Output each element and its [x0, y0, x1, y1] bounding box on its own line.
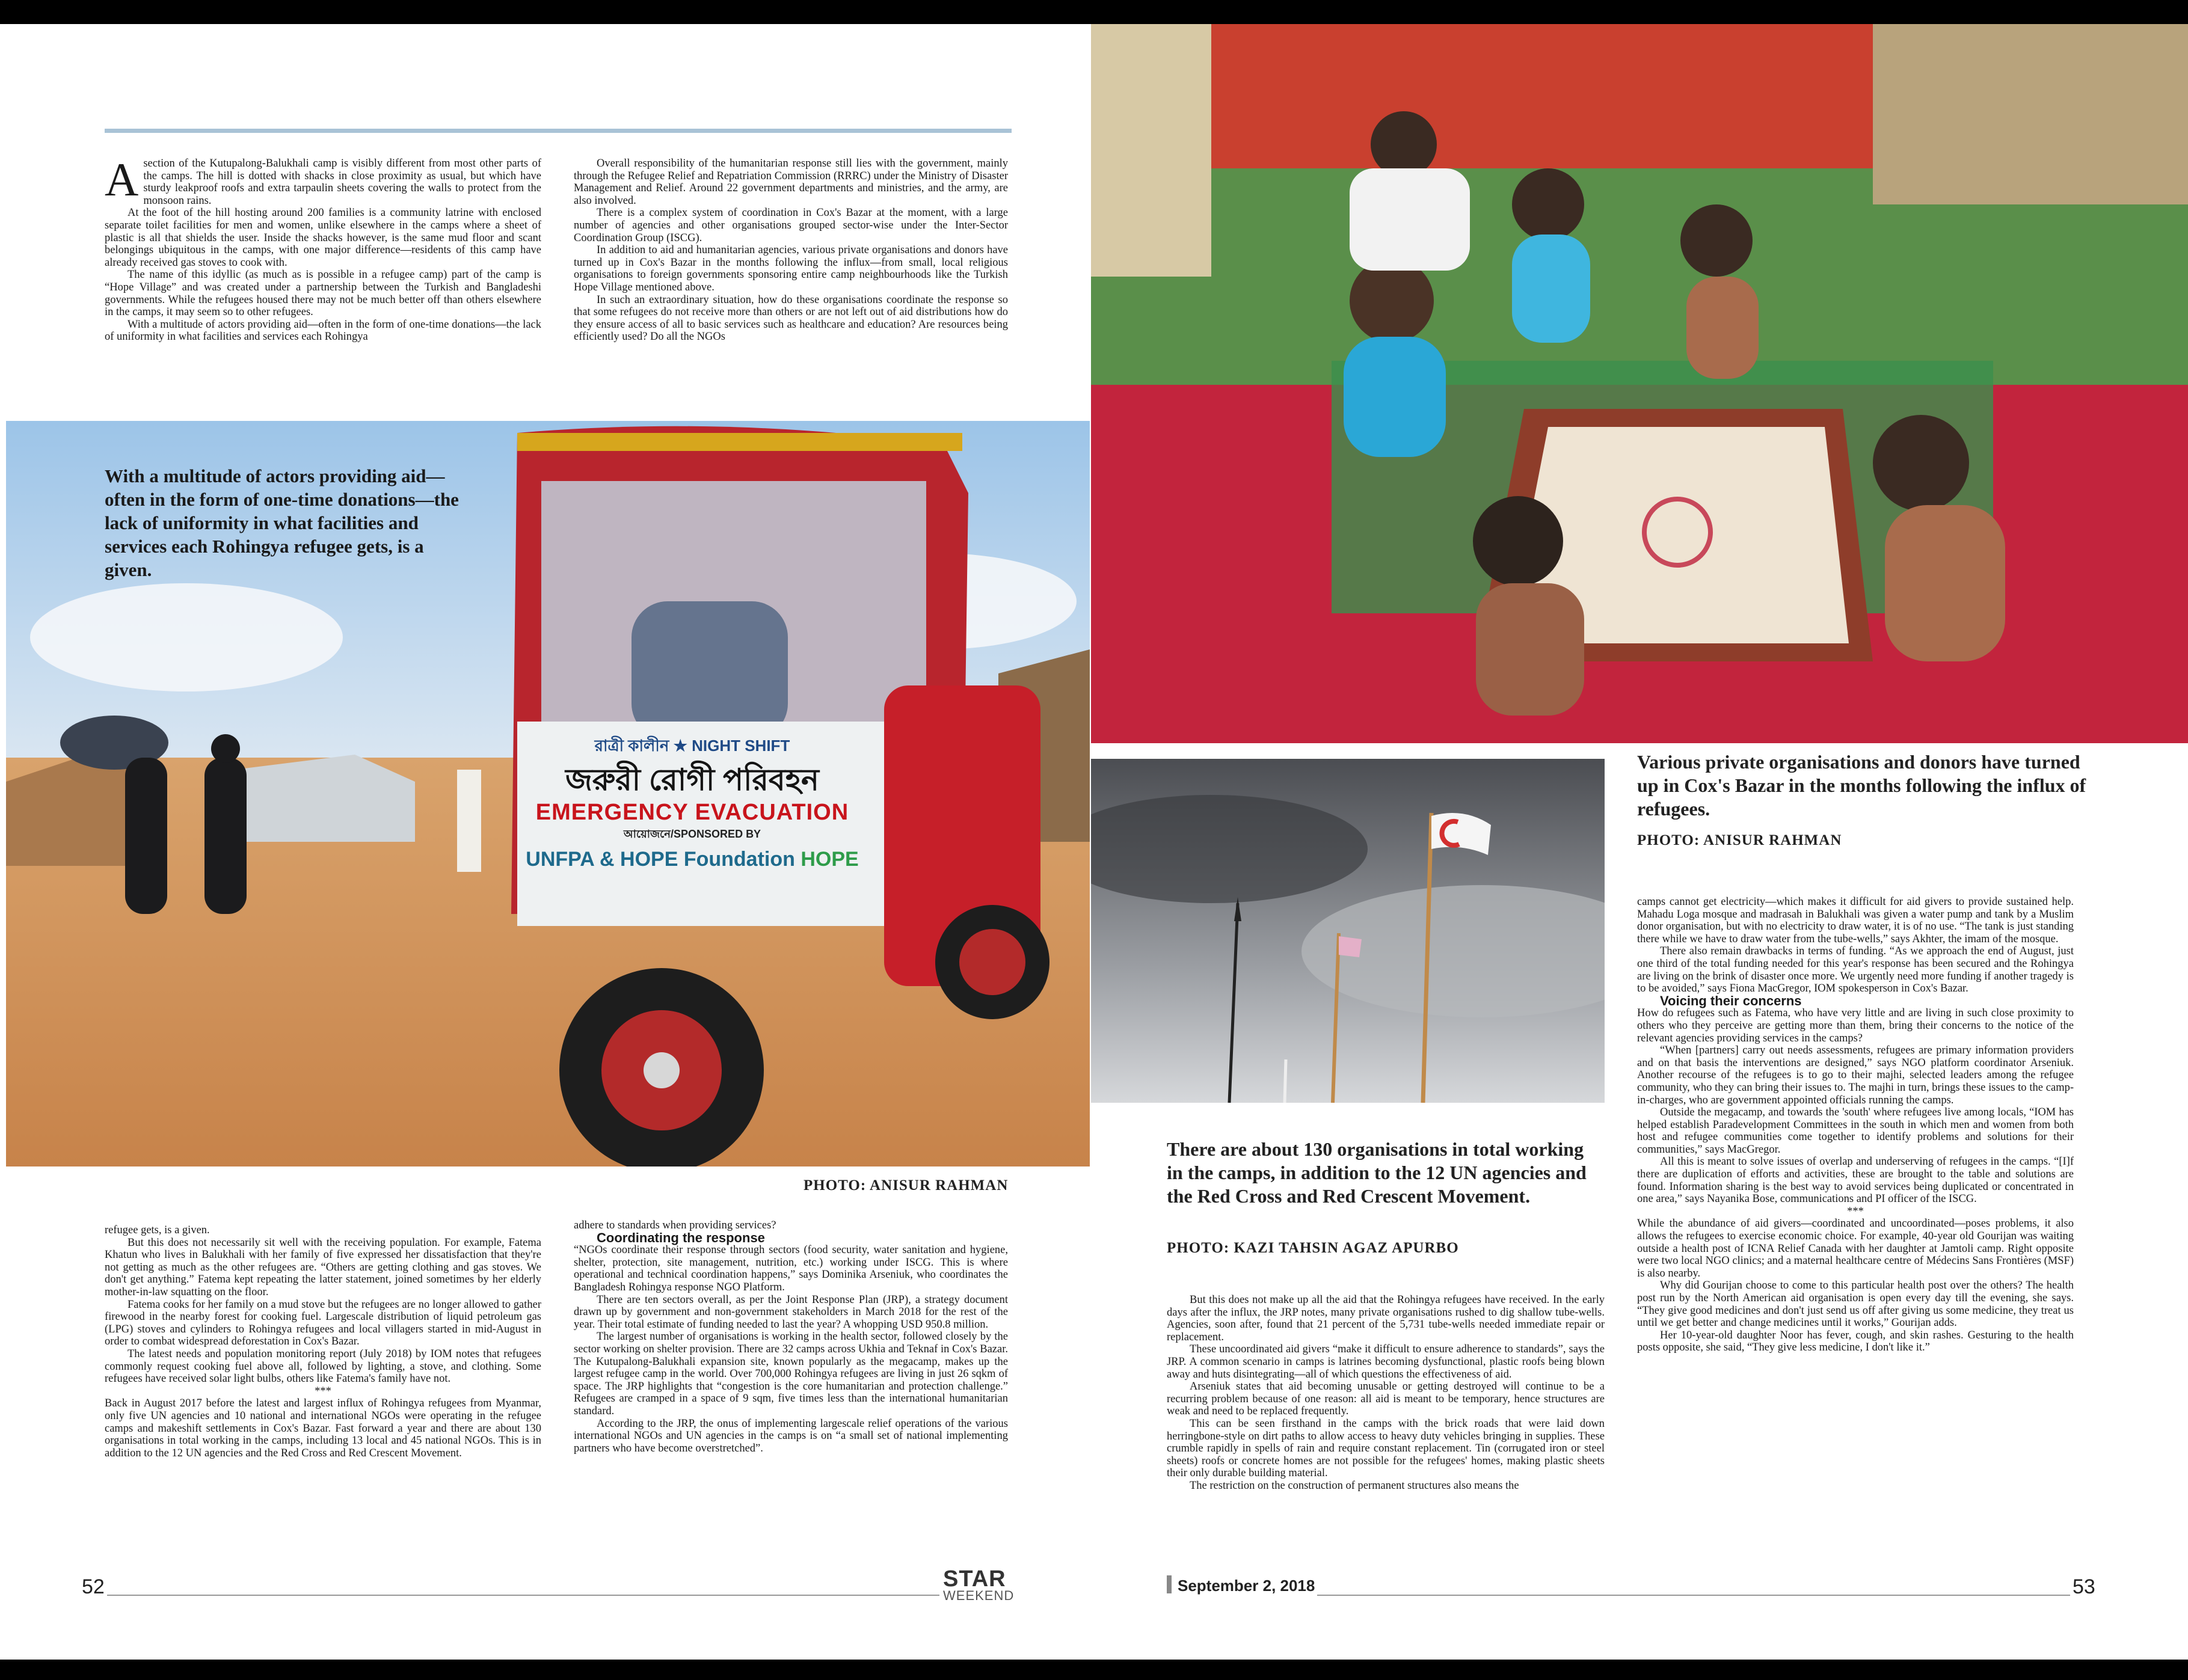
paragraph-text: These uncoordinated aid givers “make it difficult to ensure adherence to standards”, says the JRP. A common scenario in camps is latrines becoming dysfunctional, plastic roofs being blown away and huts disintegrating—all of which questions the effectiveness of aid. — [1167, 1343, 1605, 1381]
flags-illustration — [1091, 759, 1605, 1103]
sign-bangla-title: জরুরী রোগী পরিবহন — [565, 763, 819, 797]
paragraph-text: The largest number of organisations is working in the health sector, followed closely by the sector working on shelter provision. There are 32 camps across Ukhia and Teknaf in Cox's Bazar. The Kutupalong-Balukhali expansion site, known popularly as the megacamp, makes up the largest refugee camp in the world. Over 700,000 Rohingya refugees are living in just 26 sqkm of space. The JRP highlights that “congestion is the core humanitarian and protection challenge.” Refugees are cramped in a space of 9 sqm, five times less than the international humanitarian standard. — [574, 1331, 1008, 1417]
paragraph-text: refugee gets, is a given. — [105, 1224, 210, 1236]
caption-carrom: Various private organisations and donors have turned up in Cox's Bazar in the months following the influx of refugees. — [1637, 751, 2086, 820]
paragraph-text: There also remain drawbacks in terms of funding. “As we approach the end of August, just one third of the total funding needed for this year's response has been secured and the Rohingya are living on the brink of disaster once more. We urgently need more funding if another tragedy is to be avoided,” says Fiona MacGregor, IOM spokesperson in Cox's Bazar. — [1637, 945, 2074, 995]
article-column-top-right — [574, 158, 1008, 343]
paragraph-text: But this does not make up all the aid that the Rohingya refugees have received. In the early days after the influx, the JRP notes, many private organisations rushed to dig shallow tube-wells. Agencies, soon after, found that 21 percent of the 5,731 tube-wells needed immediate repair or replacement. — [1167, 1294, 1605, 1343]
paragraph: Overall responsibility of the humanitarian response still lies with the government, mainly through the Refugee Relief and Repatriation Commission (RRRC) under the Ministry of Disaster Management and Relief. Around 22 government departments and ministries, and the army, are also involved. — [574, 158, 1008, 207]
paragraph — [1637, 1106, 2074, 1156]
photo-credit-rickshaw: PHOTO: ANISUR RAHMAN — [804, 1177, 1009, 1194]
paragraph — [1637, 1206, 2074, 1218]
paragraph — [105, 1299, 541, 1348]
paragraph — [1637, 1007, 2074, 1044]
sign-hope-logo: HOPE — [801, 848, 859, 871]
sign-sponsor-name: UNFPA & HOPE Foundation — [526, 848, 795, 871]
photo-flags-sky — [1091, 759, 1605, 1103]
sign-emergency-evacuation: EMERGENCY EVACUATION — [535, 800, 849, 825]
footer-date-marker — [1167, 1575, 1172, 1593]
paragraph-text: “NGOs coordinate their response through sectors (food security, water sanitation and hygiene, shelter, protection, site management, nutrition, etc.) working under ISCG. This is where operational and technical coordination happens,” says Dominika Arseniuk, who coordinates the Bangladesh Rohingya response NGO Platform. — [574, 1244, 1008, 1293]
photo-credit-carrom: PHOTO: ANISUR RAHMAN — [1637, 832, 1842, 848]
paragraph-text: camps cannot get electricity—which makes it difficult for aid givers to provide sustained help. Mahadu Loga mosque and madrasah in Balukhali was given a water pump and tank by a Muslim donor organisation, but with no electricity to draw water, it is of no use. “The tank is just standing there while we have to draw water from the tube-wells,” says Akhter, the imam of the mosque. — [1637, 896, 2074, 945]
paragraph — [574, 1294, 1008, 1331]
paragraph-text: *** — [1847, 1205, 1864, 1218]
paragraph-text: But this does not necessarily sit well with the receiving population. For example, Fatema Khatun who lives in Balukhali with her family of five expressed her dissatisfaction that they're not getting as much as the other refugees are. “Others are getting clothing and gas stoves. We don't get anything.” Fatema kept repeating the latter statement, joined sometimes by her elderly mother-in-law squatting on the floor. — [105, 1236, 541, 1298]
paragraph — [1637, 1218, 2074, 1280]
paragraph — [105, 153, 541, 207]
star-weekend-logo — [943, 1566, 1015, 1604]
paragraph — [1637, 1044, 2074, 1106]
article-column-bottom-right — [574, 1219, 1008, 1455]
vehicle-sign — [516, 734, 868, 888]
paragraph — [1637, 896, 2074, 945]
sign-night-shift-en: ★ NIGHT SHIFT — [673, 737, 790, 755]
paragraph-text: The name of this idyllic (as much as is possible in a refugee camp) part of the camp is “Hope Village” and was created under a partnership between the Turkish and Bangladeshi governments. While the refugees housed there may not be much better off than others elsewhere in the camps, it may seem so to other refugees. — [105, 269, 541, 319]
paragraph-text: Her 10-year-old daughter Noor has fever, cough, and skin rashes. Gesturing to the health posts opposite, she said, “They give less medicine, I don't like it.” — [1637, 1329, 2074, 1354]
paragraph-text: section of the Kutupalong-Balukhali camp is visibly different from most other parts of the camps. The hill is dotted with shacks in close proximity as usual, but which have sturdy leakproof roofs and extra tarpaulin sheets covering the walls to protect from the monsoon rains. — [143, 158, 541, 207]
article-column-top-left — [105, 153, 541, 343]
paragraph — [105, 207, 541, 269]
sign-night-shift-bn: রাত্রী কালীন — [594, 737, 669, 755]
paragraph: There is a complex system of coordination in Cox's Bazar at the moment, with a large number of agencies and other organisations grouped sector-wise under the Inter-Sector Coordination Group (ISCG). — [574, 207, 1008, 244]
paragraph — [1167, 1480, 1605, 1492]
caption-flags: There are about 130 organisations in total working in the camps, in addition to the 12 UN agencies and the Red Cross and Red Crescent Movement. — [1167, 1138, 1587, 1207]
paragraph — [574, 1244, 1008, 1293]
paragraph — [574, 1331, 1008, 1417]
subheading — [1637, 995, 2074, 1008]
subheading — [574, 1232, 1008, 1245]
paragraph-text: adhere to standards when providing services? — [574, 1219, 776, 1231]
paragraph: In such an extraordinary situation, how do these organisations coordinate the response so that some refugees do not receive more than others or are not left out of aid distributions how do they ensure access of all to basic services such as healthcare and education? Are resources being efficiently used? Do all the NGOs — [574, 293, 1008, 343]
paragraph-text: This can be seen firsthand in the camps with the brick roads that were laid down herringbone-style on dirt paths to allow access to heavy duty vehicles bringing in supplies. These crumble rapidly in spells of rain and require constant replacement. Tin (corrugated iron or steel sheets) roofs or concrete homes are not possible for the refugees' homes, making plastic sheets their only durable building material. — [1167, 1417, 1605, 1480]
footer-rule-left — [107, 1595, 939, 1596]
paragraph-text: There are ten sectors overall, as per the Joint Response Plan (JRP), a strategy document drawn up by government and non-government stakeholders in March 2018 for the rest of the year. Their total estimate of funding needed to last the year? A whopping USD 950.8 million. — [574, 1293, 1008, 1331]
logo-weekend: WEEKEND — [943, 1588, 1015, 1603]
paragraph — [1167, 1418, 1605, 1480]
article-column-right — [1637, 896, 2074, 1354]
drop-cap: A — [105, 153, 139, 206]
paragraph — [105, 1397, 541, 1459]
paragraph-text: According to the JRP, the onus of implementing largescale relief operations of the various international NGOs and UN agencies in the camps is on “a small set of national implementing partners who have become overstretched”. — [574, 1417, 1008, 1455]
paragraph: In addition to aid and humanitarian agencies, various private organisations and donors have turned up in Cox's Bazar in the months following the influx—from small, local religious organisations to foreign governments sponsoring entire camp neighbourhoods like the Turkish Hope Village mentioned above. — [574, 244, 1008, 293]
paragraph-text: The latest needs and population monitoring report (July 2018) by IOM notes that refugees commonly request cooking fuel above all, followed by lighting, a stove, and clothing. Some refugees have received solar light bulbs, others like Fatema's family have not. — [105, 1347, 541, 1385]
paragraph-text: Outside the megacamp, and towards the 'south' where refugees live among locals, “IOM has helped establish Paradevelopment Committees in the south in which men and women from both host and refugee communities come together to identify problems and solutions for their communities,” says MacGregor. — [1637, 1106, 2074, 1156]
logo-star: STAR — [943, 1566, 1006, 1592]
paragraph-text: Voicing their concerns — [1660, 993, 1802, 1008]
paragraph — [1637, 1280, 2074, 1329]
photo-children-carrom — [1091, 24, 2188, 743]
paragraph — [105, 1385, 541, 1398]
paragraph — [1637, 945, 2074, 995]
paragraph — [1167, 1381, 1605, 1418]
paragraph-text: How do refugees such as Fatema, who have very little and are living in such close proximity to others who they perceive are getting more than them, bring their concerns to the notice of the relevant agencies providing services in the camps? — [1637, 1007, 2074, 1044]
paragraph-text: With a multitude of actors providing aid—often in the form of one-time donations—the lack of uniformity in what facilities and services each Rohingya — [105, 318, 541, 343]
paragraph — [105, 1237, 541, 1299]
pull-quote: With a multitude of actors providing aid—often in the form of one-time donations—the lack of uniformity in what facilities and services each Rohingya refugee gets, is a given. — [105, 465, 459, 580]
page-number-right: 53 — [2073, 1575, 2095, 1598]
article-column-bottom-left — [105, 1224, 541, 1459]
footer-rule-right — [1317, 1595, 2070, 1596]
photo-credit-flags: PHOTO: KAZI TAHSIN AGAZ APURBO — [1167, 1240, 1459, 1256]
paragraph-text: All this is meant to solve issues of overlap and underserving of refugees in the camps. “[I]f there are duplication of efforts and activities, these are brought to the table and solutions are found. Information sharing is the best way to avoid services being duplicated or concentrated in one area,” says Nayanika Bose, communications and PI officer of the ISCG. — [1637, 1156, 2074, 1206]
carrom-illustration — [1091, 24, 2188, 743]
paragraph — [105, 1348, 541, 1385]
article-column-middle — [1167, 1294, 1605, 1492]
magazine-spread — [0, 24, 2188, 1660]
paragraph-text: Why did Gourijan choose to come to this particular health post over the others? The health post run by the North American aid organisation is open every day till the evening, she says. “They give good medicines and don't just send us off after giving us some medicine, they treat us until we get better and change medicines until it works,” Gourijan adds. — [1637, 1280, 2074, 1329]
paragraph — [1167, 1343, 1605, 1381]
paragraph — [1637, 1329, 2074, 1354]
paragraph-text: Back in August 2017 before the latest and largest influx of Rohingya refugees from Myanmar, only five UN agencies and 10 national and international NGOs were operating in the refugee camps and makeshift settlements in Cox's Bazar. Fast forward a year and there are about 130 organisations in total working in the camps, including 13 local and 45 national NGOs. This is in addition to the 12 UN agencies and the Red Cross and Red Crescent Movement. — [105, 1397, 541, 1459]
paragraph-text: Coordinating the response — [597, 1230, 765, 1245]
paragraph-text: Fatema cooks for her family on a mud stove but the refugees are no longer allowed to gather firewood in the nearby forest for cooking fuel. Largescale distribution of liquid petroleum gas (LPG) stoves and cylinders to Rohingya refugees and local villagers started in mid-August in order to combat widespread deforestation in Cox's Bazar. — [105, 1298, 541, 1348]
paragraph-text: The restriction on the construction of permanent structures also means the — [1190, 1479, 1519, 1492]
paragraph — [105, 269, 541, 318]
footer-date: September 2, 2018 — [1178, 1577, 1315, 1595]
paragraph — [574, 1418, 1008, 1455]
paragraph-text: While the abundance of aid givers—coordinated and uncoordinated—poses problems, it also allows the refugees to exercise economic choice. For example, 40-year old Gourijan was waiting outside a health post of ICNA Relief Canada with her daughter at Jamtoli camp. Right opposite were two local NGO clinics; and a maternal healthcare centre of Médecins Sans Frontières (MSF) is also nearby. — [1637, 1218, 2074, 1280]
paragraph-text: “When [partners] carry out needs assessments, refugees are primary information providers and on that basis the interventions are designed,” says NGO platform coordinator Arseniuk. Another recourse of the refugees is to go to their majhi, selected leaders among the refugee community, who they can bring their issues to. The majhi in turn, brings these issues to the camp-in-charges, who are government appointed officials running the camps. — [1637, 1044, 2074, 1106]
paragraph — [105, 1224, 541, 1237]
paragraph — [105, 319, 541, 343]
paragraph-text: *** — [315, 1385, 331, 1397]
page-number-left: 52 — [82, 1575, 105, 1598]
paragraph — [1167, 1294, 1605, 1343]
paragraph-text: Arseniuk states that aid becoming unusable or getting destroyed will continue to be a recurring problem because of one reason: all aid is meant to be temporary, hence structures are weak and need to be replaced frequently. — [1167, 1381, 1605, 1418]
sign-sponsored-by: আয়োজনে/SPONSORED BY — [623, 828, 761, 840]
paragraph-text: At the foot of the hill hosting around 200 families is a community latrine with enclosed separate toilet facilities for men and women, unlike elsewhere in the camps where a sheet of plastic is all that shields the user. Inside the shacks however, is the same mud floor and scant belongings ubiquitous in the camps, with one major difference—residents of this camp have already received gas stoves to cook with. — [105, 207, 541, 269]
paragraph — [1637, 1156, 2074, 1205]
top-accent-rule — [105, 129, 1012, 133]
